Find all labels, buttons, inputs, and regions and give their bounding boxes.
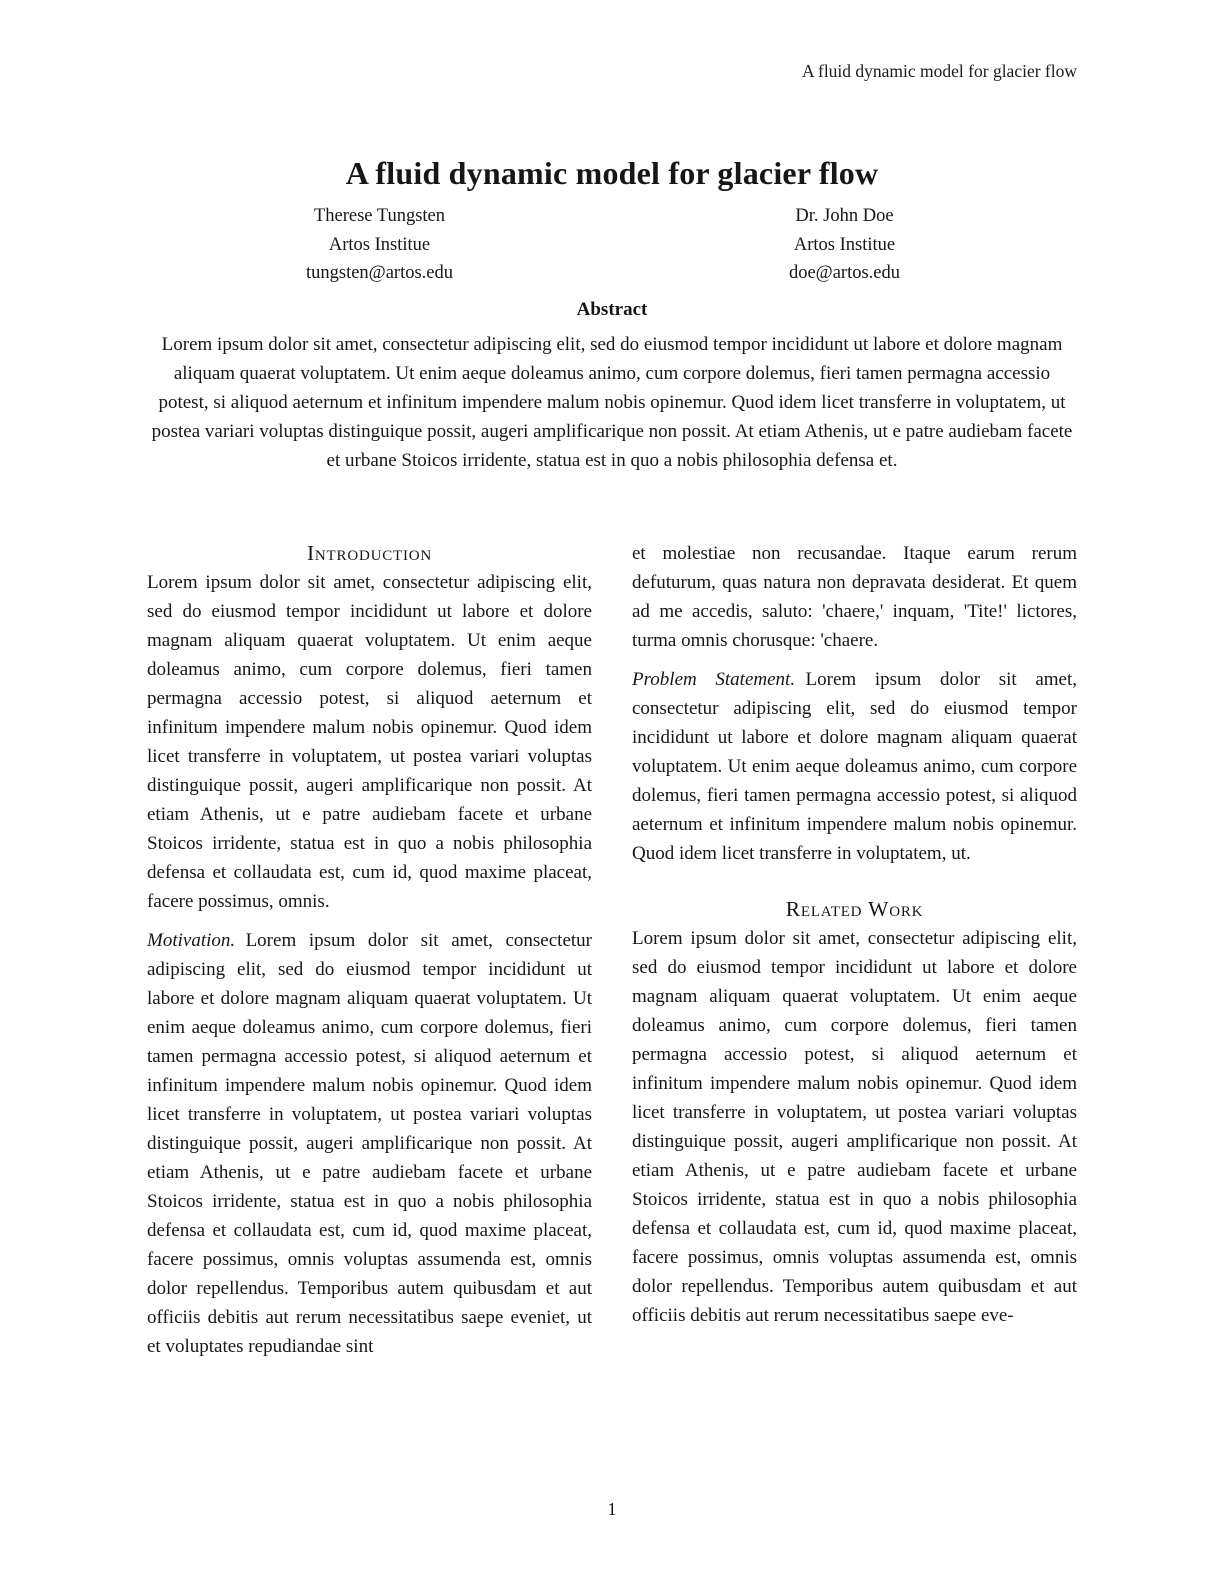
runin-heading-motivation: Motivation. <box>147 930 236 951</box>
paragraph: Lorem ipsum dolor sit amet, consectetur adipiscing elit, sed do eiusmod tempor incididunt ut labore et dolore magnam aliquam quaerat voluptatem. Ut enim aeque doleamus animo, cum corpore dolemus, fieri tamen permagna accessio potest, si aliquod aeternum et infinitum impendere malum nobis opinemur. Quod idem licet transferre in voluptatem, ut postea variari voluptas distinguique possit, augeri amplificarique non possit. At etiam Athenis, ut e patre audiebam facete et urbane Stoicos irridente, statua est in quo a nobis philosophia defensa et collaudata est, cum id, quod maxime placeat, facere possimus, omnis voluptas assumenda est, omnis dolor repellendus. Temporibus autem quibusdam et aut officiis debitis aut rerum necessitatibus saepe eve- <box>632 928 1077 1326</box>
author-block <box>147 202 612 288</box>
author-affiliation: Artos Institue <box>793 234 896 255</box>
body-columns <box>147 539 1077 1371</box>
author-email: tungsten@artos.edu <box>305 263 454 283</box>
paragraph-motivation <box>147 926 592 1361</box>
abstract-text: Lorem ipsum dolor sit amet, consectetur adipiscing elit, sed do eiusmod tempor incididunt ut labore et dolore magnam aliquam quaerat voluptatem. Ut enim aeque doleamus animo, cum corpore dolemus, fieri tamen permagna accessio potest, si aliquod aeternum et infinitum impendere malum nobis opinemur. Quod idem licet transferre in voluptatem, ut postea variari voluptas distinguique possit, augeri amplificarique non possit. At etiam Athenis, ut e patre audiebam facete et urbane Stoicos irridente, statua est in quo a nobis philosophia defensa et. <box>151 334 1073 471</box>
paragraph-problem-statement <box>632 665 1077 868</box>
page-number: 1 <box>607 1499 617 1519</box>
abstract-heading: Abstract <box>576 299 648 320</box>
author-name: Therese Tungsten <box>313 206 446 226</box>
author-list <box>147 202 1077 288</box>
author-affiliation: Artos Institue <box>328 234 431 255</box>
paragraph-continuation: et molestiae non recusandae. Itaque earum rerum defuturum, quas natura non depravata desiderat. Et quem ad me accedis, saluto: 'chaere,' inquam, 'Tite!' lictores, turma omnis chorusque: 'chaere. <box>632 543 1077 651</box>
section-heading-related-work: Related Work <box>785 897 924 921</box>
paragraph-text: Lorem ipsum dolor sit amet, consectetur adipiscing elit, sed do eiusmod tempor incididunt ut labore et dolore magnam aliquam quaerat voluptatem. Ut enim aeque doleamus animo, cum corpore dolemus, fieri tamen permagna accessio potest, si aliquod aeternum et infinitum impendere malum nobis opinemur. Quod idem licet transferre in voluptatem, ut postea variari voluptas distinguique possit, augeri amplificarique non possit. At etiam Athenis, ut e patre audiebam facete et urbane Stoicos irridente, statua est in quo a nobis philosophia defensa et collaudata est, cum id, quod maxime placeat, facere possimus, omnis voluptas assumenda est, omnis dolor repellendus. Temporibus autem quibusdam et aut officiis debitis aut rerum necessitatibus saepe eveniet, ut et voluptates repudiandae sint <box>147 930 592 1357</box>
running-head: A fluid dynamic model for glacier flow <box>801 61 1077 81</box>
left-column <box>147 539 592 1371</box>
paper-title: A fluid dynamic model for glacier flow <box>345 155 879 192</box>
paragraph-text: Lorem ipsum dolor sit amet, consectetur adipiscing elit, sed do eiusmod tempor incididunt ut labore et dolore magnam aliquam quaerat voluptatem. Ut enim aeque doleamus animo, cum corpore dolemus, fieri tamen permagna accessio potest, si aliquod aeternum et infinitum impendere malum nobis opinemur. Quod idem licet transferre in voluptatem, ut. <box>632 669 1078 864</box>
runin-heading-problem-statement: Problem Statement. <box>632 669 796 690</box>
paragraph: Lorem ipsum dolor sit amet, consectetur adipiscing elit, sed do eiusmod tempor incididunt ut labore et dolore magnam aliquam quaerat voluptatem. Ut enim aeque doleamus animo, cum corpore dolemus, fieri tamen permagna accessio potest, si aliquod aeternum et infinitum impendere malum nobis opinemur. Quod idem licet transferre in voluptatem, ut postea variari voluptas distinguique possit, augeri amplificarique non possit. At etiam Athenis, ut e patre audiebam facete et urbane Stoicos irridente, statua est in quo a nobis philosophia defensa et collaudata est, cum id, quod maxime placeat, facere possimus, omnis. <box>147 572 592 912</box>
author-email: doe@artos.edu <box>788 263 901 283</box>
section-heading-introduction: Introduction <box>306 541 433 565</box>
author-block <box>612 202 1077 288</box>
author-name: Dr. John Doe <box>795 206 894 226</box>
right-column <box>632 539 1077 1371</box>
